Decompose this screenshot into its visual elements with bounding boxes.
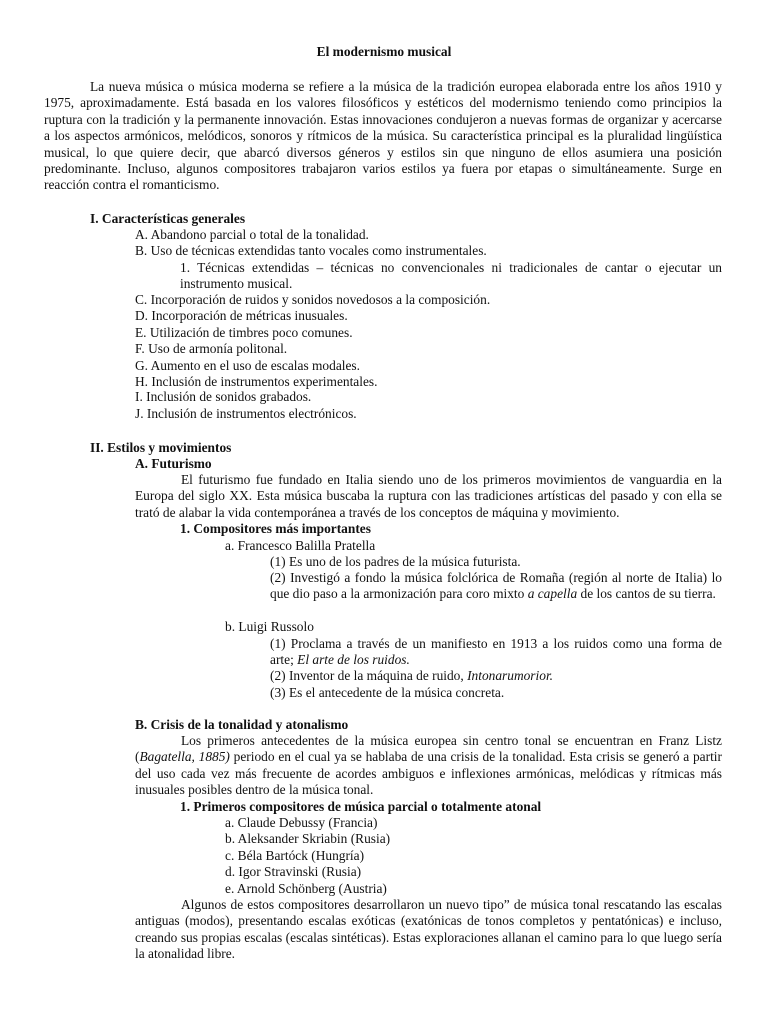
composer-russolo: b. Luigi Russolo [225, 619, 314, 634]
list-subitem-b1 [180, 260, 722, 293]
russolo-point-2 [270, 668, 553, 684]
russolo-point-1-emphasis: El arte de los ruidos. [297, 652, 410, 668]
russolo-point-3: (3) Es el antecedente de la música concreta. [270, 685, 505, 700]
closing-paragraph [135, 897, 722, 963]
futurismo-heading: A. Futurismo [135, 456, 212, 471]
pratella-point-1: (1) Es uno de los padres de la música futurista. [270, 554, 521, 569]
crisis-paragraph [135, 733, 722, 799]
pratella-point-2-end: de los cantos de su tierra. [577, 586, 716, 602]
pratella-point-2-text: (2) Investigó a fondo la música folclórica de Romaña (región al norte de Italia) lo que dio paso a la armonización para coro mixto [270, 570, 722, 602]
list-item-a: A. Abandono parcial o total de la tonalidad. [135, 227, 369, 242]
intro-paragraph [44, 79, 722, 194]
list-item-f: F. Uso de armonía politonal. [135, 341, 288, 356]
crisis-text-end: periodo en el cual ya se hablaba de una crisis de la tonalidad. Esta crisis se generó a partir del uso cada vez más frecuente de acordes ambiguos e inflexiones armónicas, melódicas y rítmicas más inusuales posibles dentro de la música tonal. [135, 749, 722, 798]
list-item-i: I. Inclusión de sonidos grabados. [135, 389, 312, 404]
list-item-g: G. Aumento en el uso de escalas modales. [135, 358, 360, 373]
crisis-text-start: Los primeros antecedentes de la música europea sin centro tonal se encuentran en Franz Listz ( [135, 733, 722, 765]
section-1-heading: I. Características generales [90, 211, 246, 226]
composer-stravinski: d. Igor Stravinski (Rusia) [225, 864, 362, 879]
closing-text: Algunos de estos compositores desarrollaron un nuevo tipo” de música tonal rescatando las escalas antiguas (modos), presentando escalas exóticas (exatónicas de tonos completos y pentatónicas) e incluso, creando sus propias escalas (escalas sintéticas). Estas exploraciones allanan el camino para lo que luego sería la atonalidad libre. [135, 897, 722, 962]
list-item-h: H. Inclusión de instrumentos experimentales. [135, 374, 378, 389]
futurismo-paragraph [135, 472, 722, 521]
document-title: El modernismo musical [316, 44, 452, 59]
list-item-d: D. Incorporación de métricas inusuales. [135, 308, 348, 323]
list-item-j: J. Inclusión de instrumentos electrónicos. [135, 406, 357, 421]
russolo-point-1-text: (1) Proclama a través de un manifiesto en 1913 a los ruidos como una forma de arte; [270, 636, 722, 668]
crisis-heading: B. Crisis de la tonalidad y atonalismo [135, 717, 349, 732]
composer-debussy: a. Claude Debussy (Francia) [225, 815, 378, 830]
list-item-b: B. Uso de técnicas extendidas tanto vocales como instrumentales. [135, 243, 487, 258]
list-item-c: C. Incorporación de ruidos y sonidos novedosos a la composición. [135, 292, 491, 307]
russolo-point-2-text: (2) Inventor de la máquina de ruido, [270, 668, 468, 683]
composer-schonberg: e. Arnold Schönberg (Austria) [225, 881, 387, 896]
futurismo-text: El futurismo fue fundado en Italia siendo uno de los primeros movimientos de vanguardia en la Europa del siglo XX. Esta música buscaba la ruptura con las tradiciones artísticas del pasado y con ella se trató de alabar la vida contemporánea a través de los conceptos de máquina y movimiento. [135, 472, 722, 520]
russolo-point-2-emphasis: Intonarumorior. [467, 668, 554, 683]
intro-text: La nueva música o música moderna se refiere a la música de la tradición europea elaborada entre los años 1910 y 1975, aproximadamente. Está basada en los valores filosóficos y estéticos del modernismo teniendo como principios la ruptura con la tradición y la permanente innovación. Estas innovaciones condujeron a nuevas formas de organizar y acercarse a los aspectos armónicos, melódicos, sonoros y rítmicos de la música. Su característica principal es la pluralidad lingüística musical, lo que quiere decir, que abarcó diversos géneros y estilos sin que ninguno de ellos asumiera una posición predominante. Incluso, algunos compositores trabajaron varios estilos ya fuera por etapas o simultáneamente. Surge en reacción contra el romanticismo. [44, 79, 722, 193]
composer-pratella: a. Francesco Balilla Pratella [225, 538, 376, 553]
pratella-point-2-emphasis: a capella [527, 586, 578, 602]
russolo-point-1 [270, 636, 722, 669]
list-subitem-b1-text: 1. Técnicas extendidas – técnicas no convencionales ni tradicionales de cantar o ejecutar un instrumento musical. [180, 260, 722, 292]
crisis-text-emphasis: Bagatella, 1885) [139, 749, 230, 765]
composer-bartok: c. Béla Bartóck (Hungría) [225, 848, 365, 863]
composer-skriabin: b. Aleksander Skriabin (Rusia) [225, 831, 391, 846]
list-item-e: E. Utilización de timbres poco comunes. [135, 325, 353, 340]
pratella-point-2 [270, 570, 722, 603]
atonal-composers-heading: 1. Primeros compositores de música parcial o totalmente atonal [180, 799, 542, 814]
section-2-heading: II. Estilos y movimientos [90, 440, 232, 455]
futurismo-composers-heading: 1. Compositores más importantes [180, 521, 371, 536]
